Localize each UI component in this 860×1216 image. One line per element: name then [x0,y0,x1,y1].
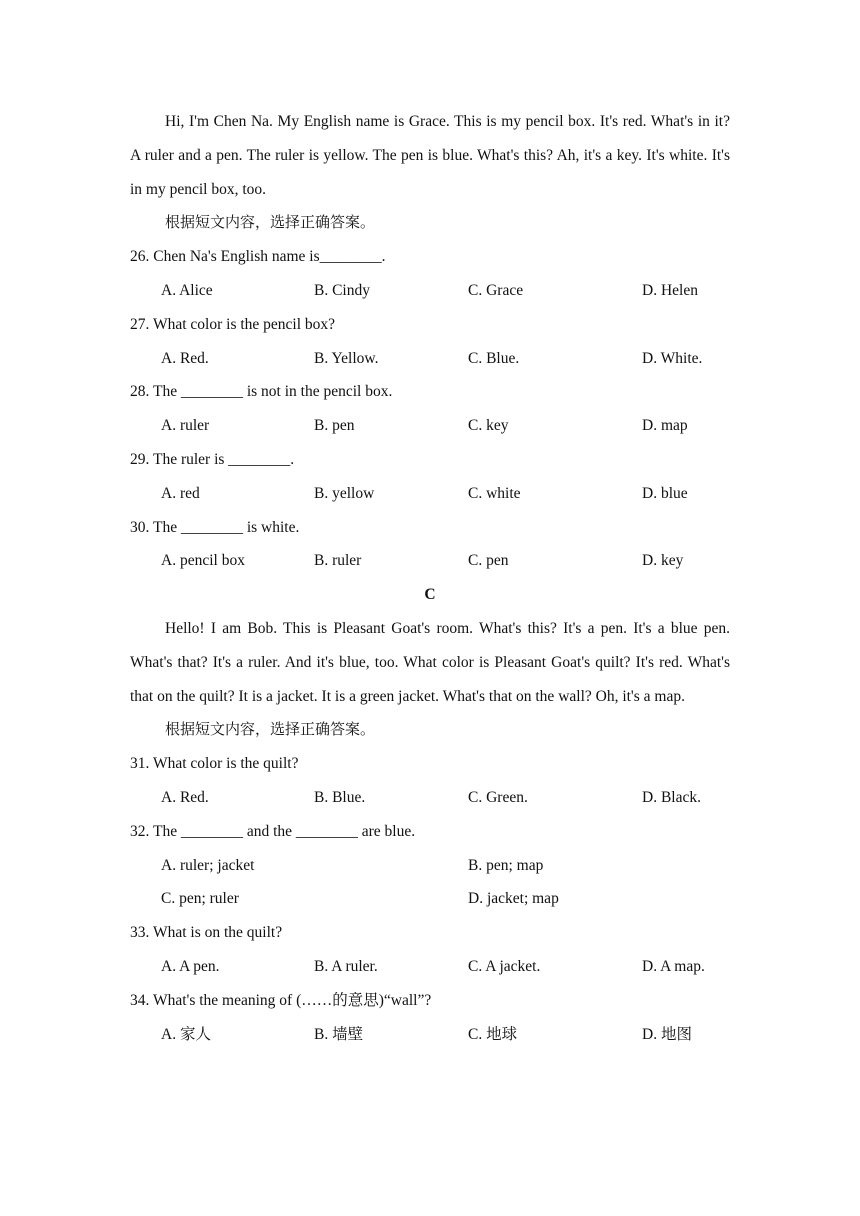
question-34: 34. What's the meaning of (……的意思)“wall”? [130,991,432,1009]
question-32: 32. The ________ and the ________ are blue. [130,822,416,840]
option-28-d: D. map [642,417,688,435]
option-33-b: B. A ruler. [314,957,378,975]
option-29-a: A. red [161,484,200,502]
options-31 [130,781,730,815]
option-34-a: A. 家人 [161,1025,211,1043]
option-28-c: C. key [468,417,509,435]
option-33-c: C. A jacket. [468,957,541,975]
option-30-b: B. ruler [314,552,362,570]
options-32-row-2 [130,882,730,916]
instruction-b: 根据短文内容，选择正确答案。 [165,213,376,232]
question-28: 28. The ________ is not in the pencil box. [130,383,393,401]
option-31-b: B. Blue. [314,788,366,806]
question-26: 26. Chen Na's English name is________. [130,248,386,266]
option-32-d: D. jacket; map [468,890,559,908]
option-28-b: B. pen [314,417,355,435]
options-26 [130,274,730,308]
question-27: 27. What color is the pencil box? [130,315,336,333]
option-31-d: D. Black. [642,788,701,806]
options-28 [130,409,730,443]
options-27 [130,342,730,376]
options-32-row-1 [130,849,730,883]
passage-c: Hello! I am Bob. This is Pleasant Goat's room. What's this? It's a pen. It's a blue pen. What's that? It's a ruler. And it's blue, too. What color is Pleasant Goat's quilt? It's red. What's that on the quilt? It is a jacket. It is a green jacket. What's that on the wall? Oh, it's a map. [130,619,730,705]
option-26-d: D. Helen [642,281,698,299]
options-33 [130,950,730,984]
option-32-c: C. pen; ruler [161,890,239,908]
instruction-c: 根据短文内容，选择正确答案。 [165,720,376,739]
option-27-b: B. Yellow. [314,349,379,367]
option-32-a: A. ruler; jacket [161,856,255,874]
option-26-a: A. Alice [161,281,213,299]
option-29-d: D. blue [642,484,688,502]
option-34-c: C. 地球 [468,1025,518,1043]
option-32-b: B. pen; map [468,856,544,874]
option-34-d: D. 地图 [642,1025,692,1043]
option-31-a: A. Red. [161,788,209,806]
option-29-c: C. white [468,484,521,502]
options-29 [130,477,730,511]
question-33: 33. What is on the quilt? [130,924,283,942]
question-31: 31. What color is the quilt? [130,755,299,773]
option-27-a: A. Red. [161,349,209,367]
option-30-a: A. pencil box [161,552,245,570]
option-30-c: C. pen [468,552,509,570]
option-33-d: D. A map. [642,957,705,975]
option-28-a: A. ruler [161,417,210,435]
options-30 [130,544,730,578]
option-31-c: C. Green. [468,788,528,806]
option-27-c: C. Blue. [468,349,520,367]
option-26-c: C. Grace [468,281,524,299]
option-34-b: B. 墙壁 [314,1025,364,1043]
section-c-heading: C [424,586,436,604]
question-30: 30. The ________ is white. [130,518,300,536]
option-27-d: D. White. [642,349,703,367]
option-26-b: B. Cindy [314,281,370,299]
question-29: 29. The ruler is ________. [130,450,295,468]
option-33-a: A. A pen. [161,957,220,975]
option-29-b: B. yellow [314,484,375,502]
option-30-d: D. key [642,552,684,570]
page-content [130,105,730,1051]
passage-b: Hi, I'm Chen Na. My English name is Grace. This is my pencil box. It's red. What's in it? A ruler and a pen. The ruler is yellow. The pen is blue. What's this? Ah, it's a key. It's white. It's in my pencil box, too. [130,113,730,198]
options-34 [130,1018,730,1052]
